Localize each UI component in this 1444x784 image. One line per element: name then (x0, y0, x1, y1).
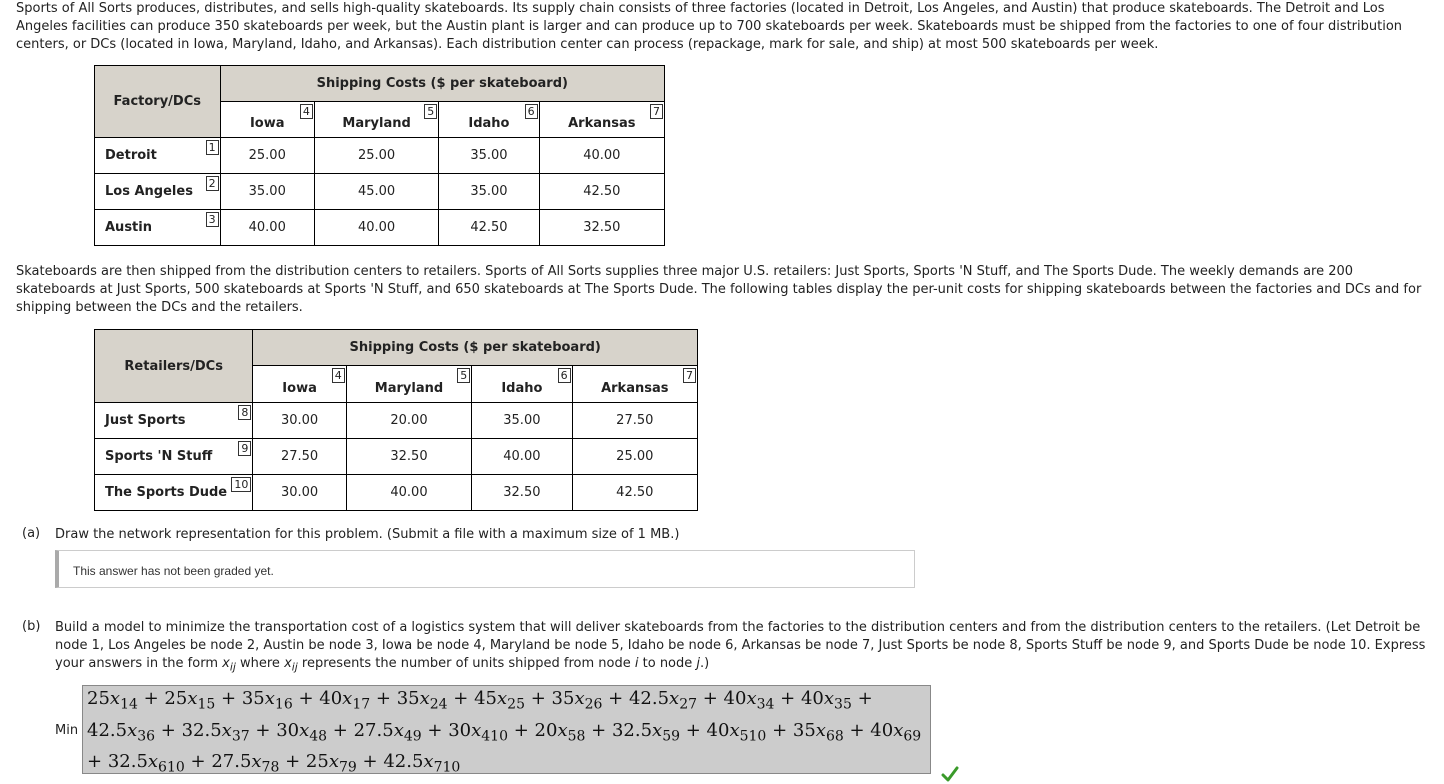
table-row (95, 475, 698, 511)
column-header-label: Maryland (374, 380, 444, 396)
table-corner-header: Factory/DCs (95, 66, 221, 138)
node-number-badge: 6 (558, 368, 571, 383)
min-label: Min (55, 723, 79, 738)
plus-operator: + (279, 751, 306, 773)
cost-cell: 30.00 (253, 475, 346, 511)
check-icon (941, 766, 959, 782)
node-number-badge: 4 (332, 368, 345, 383)
column-header-idaho (439, 102, 539, 138)
cost-cell: 20.00 (346, 403, 471, 439)
cost-cell: 40.00 (539, 138, 664, 174)
retailer-dc-cost-table (94, 329, 698, 511)
plus-operator: + (137, 688, 165, 709)
column-header-maryland (346, 366, 471, 403)
table-row (95, 210, 665, 246)
row-header-label: The Sports Dude (105, 485, 228, 500)
plus-operator: + (215, 688, 242, 709)
plus-operator: + (585, 719, 612, 741)
plus-operator: + (525, 688, 552, 709)
formula-term: $32.5x_{37}$ (181, 719, 250, 745)
cost-cell: 30.00 (253, 403, 346, 439)
column-header-label: Arkansas (568, 116, 636, 131)
part-b-label: (b) (22, 619, 41, 634)
row-header (95, 439, 253, 475)
column-header-label: Idaho (468, 116, 510, 131)
cost-cell: 42.50 (539, 174, 664, 210)
formula-term: $40x_{17}$ (319, 688, 371, 713)
plus-operator: + (327, 719, 354, 741)
formula-term: $35x_{26}$ (551, 688, 603, 713)
middle-paragraph: Skateboards are then shipped from the distribution centers to retailers. Sports of All Sorts supplies three major U.S. retailers: Just Sports, Sports 'N Stuff, and The Sports Dude. The weekly demands are 200 skateboards at Just Sports, 500 skateboards at Sports 'N Stuff, and 650 skateboards at The Sports Dude. The following tables display the per-unit costs for shipping skateboards between the factories and DCs and for shipping between the DCs and the retailers. (16, 264, 1422, 315)
formula-term: $40x_{69}$ (870, 719, 922, 745)
answer-upload-box[interactable] (55, 550, 915, 588)
formula-term: $25x_{79}$ (305, 751, 357, 774)
part-a-question: Draw the network representation for this problem. (Submit a file with a maximum size of 1 MB.) (55, 527, 680, 542)
factory-dc-cost-table (94, 65, 665, 246)
node-number-badge: 1 (206, 140, 219, 155)
plus-operator: + (774, 688, 801, 709)
node-number-badge: 10 (231, 477, 251, 492)
node-number-badge: 4 (300, 104, 313, 119)
formula-term: $35x_{16}$ (241, 688, 293, 713)
formula-term: $42.5x_{27}$ (628, 688, 698, 713)
formula-term: $35x_{24}$ (396, 688, 448, 713)
cost-cell: 27.50 (572, 403, 697, 439)
cost-cell: 40.00 (314, 210, 438, 246)
formula-term: $40x_{34}$ (723, 688, 775, 713)
formula-term: $45x_{25}$ (474, 688, 525, 713)
cost-cell: 45.00 (314, 174, 438, 210)
node-number-badge: 6 (525, 104, 538, 119)
row-header (95, 210, 221, 246)
column-header-idaho (472, 366, 572, 403)
column-header-label: Idaho (501, 380, 543, 396)
formula-term: $27.5x_{49}$ (353, 719, 422, 745)
table-row (95, 138, 665, 174)
column-header-iowa (253, 366, 346, 403)
row-header-label: Sports 'N Stuff (105, 449, 213, 464)
node-number-badge: 7 (683, 368, 696, 383)
plus-operator: + (292, 688, 320, 709)
column-header-label: Arkansas (601, 380, 669, 396)
part-b-question: Build a model to minimize the transportation cost of a logistics system that will deliver skateboards from the factories to the distribution centers and from the distribution centers to the retailers. (Let Detroit be node 1, Los Angeles be node 2, Austin be node 3, Iowa be node 4, Maryland be node 5, Idaho be node 6, Arkansas be node 7, Just Sports be node 8, Sports Stuff be node 9, and Sports Dude be node 10. Express your answers in the form $x_{ij}$ where $x_{ij}$ represents the number of units shipped from node i to node j.) (55, 620, 1426, 674)
node-number-badge: 9 (238, 441, 251, 456)
table-group-header: Shipping Costs ($ per skateboard) (220, 66, 664, 102)
column-header-label: Iowa (249, 116, 285, 131)
plus-operator: + (680, 719, 707, 741)
cost-cell: 40.00 (346, 475, 471, 511)
intro-paragraph: Sports of All Sorts produces, distributes, and sells high-quality skateboards. Its supply chain consists of three factories (located in Detroit, Los Angeles, and Austin) that produce skateboards. The Detroit and Los Angeles facilities can produce 350 skateboards per week, but the Austin plant is larger and can produce up to 700 skateboards per week. Skateboards must be shipped from the factories to one of four distribution centers, or DCs (located in Iowa, Maryland, Idaho, and Arkansas). Each distribution center can process (repackage, mark for sale, and ship) at most 500 skateboards per week. (16, 1, 1403, 52)
column-header-iowa (220, 102, 314, 138)
formula-term: $27.5x_{78}$ (211, 751, 280, 774)
plus-operator: + (447, 688, 475, 709)
node-number-badge: 8 (238, 405, 251, 420)
column-header-maryland (314, 102, 438, 138)
cost-cell: 35.00 (472, 403, 572, 439)
row-header (95, 138, 221, 174)
formula-term: $30x_{410}$ (448, 719, 508, 745)
formula-term: $40x_{510}$ (706, 719, 767, 745)
row-header-label: Detroit (105, 148, 157, 163)
plus-operator: + (766, 719, 793, 741)
formula-term: $32.5x_{610}$ (107, 751, 185, 774)
formula-term: $30x_{48}$ (276, 719, 328, 745)
plus-operator: + (697, 688, 724, 709)
cost-cell: 42.50 (439, 210, 539, 246)
cost-cell: 32.50 (539, 210, 664, 246)
row-header (95, 174, 221, 210)
row-header-label: Just Sports (105, 413, 186, 428)
column-header-label: Iowa (282, 380, 317, 396)
plus-operator: + (602, 688, 629, 709)
node-number-badge: 7 (650, 104, 663, 119)
cost-cell: 35.00 (220, 174, 314, 210)
answer-status-text: This answer has not been graded yet. (73, 564, 274, 578)
column-header-arkansas (539, 102, 664, 138)
formula-term: $40x_{35}$ (800, 688, 852, 713)
table-group-header: Shipping Costs ($ per skateboard) (253, 330, 698, 366)
node-number-badge: 2 (206, 176, 219, 191)
cost-cell: 25.00 (220, 138, 314, 174)
table-corner-header: Retailers/DCs (95, 330, 253, 403)
cost-cell: 32.50 (472, 475, 572, 511)
plus-operator: + (184, 751, 212, 773)
table-row (95, 174, 665, 210)
plus-operator: + (356, 751, 384, 773)
cost-cell: 35.00 (439, 174, 539, 210)
cost-cell: 42.50 (572, 475, 697, 511)
plus-operator: + (421, 719, 449, 741)
cost-cell: 25.00 (314, 138, 438, 174)
cost-cell: 32.50 (346, 439, 471, 475)
cost-cell: 35.00 (439, 138, 539, 174)
formula-term: $25x_{15}$ (164, 688, 216, 713)
plus-operator: + (843, 719, 871, 741)
node-number-badge: 5 (457, 368, 470, 383)
cost-cell: 40.00 (220, 210, 314, 246)
plus-operator: + (370, 688, 397, 709)
formula-term: $42.5x_{710}$ (383, 751, 461, 774)
formula-term: $35x_{68}$ (792, 719, 844, 745)
formula-term: $42.5x_{36}$ (87, 719, 156, 745)
row-header-label: Austin (105, 220, 152, 235)
formula-term: $32.5x_{59}$ (611, 719, 681, 745)
plus-operator: + (87, 751, 108, 773)
cost-cell: 27.50 (253, 439, 346, 475)
node-number-badge: 3 (206, 212, 219, 227)
row-header (95, 475, 253, 511)
plus-operator: + (249, 719, 277, 741)
part-a-label: (a) (22, 526, 41, 541)
cost-cell: 40.00 (472, 439, 572, 475)
row-header-label: Los Angeles (105, 184, 193, 199)
formula-term: $25x_{14}$ (87, 688, 138, 713)
column-header-arkansas (572, 366, 697, 403)
plus-operator: + (155, 719, 182, 741)
row-header (95, 403, 253, 439)
table-row (95, 403, 698, 439)
plus-operator: + (508, 719, 535, 741)
column-header-label: Maryland (342, 116, 411, 131)
plus-operator: + (851, 688, 873, 709)
formula-term: $20x_{58}$ (534, 719, 586, 745)
node-number-badge: 5 (424, 104, 437, 119)
cost-cell: 25.00 (572, 439, 697, 475)
objective-function-input[interactable] (82, 685, 931, 774)
table-row (95, 439, 698, 475)
